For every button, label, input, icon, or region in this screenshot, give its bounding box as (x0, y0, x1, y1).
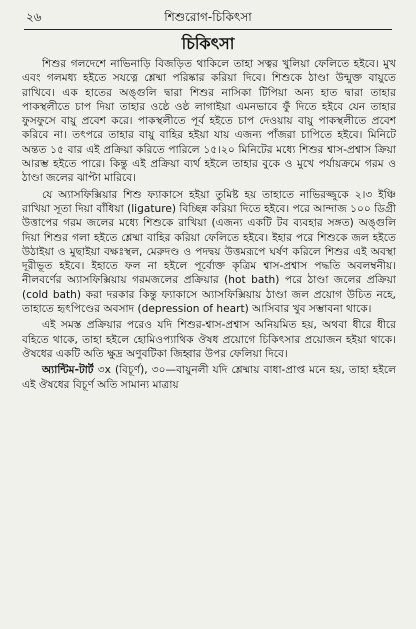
page-header (26, 8, 390, 26)
running-title: শিশুরোগ-চিকিৎসা (164, 10, 252, 24)
remedy-name: অ্যান্টিম-টার্ট (42, 364, 94, 377)
paragraph: এই সমস্ত প্রক্রিয়ার পরেও যদি শিশুর-শ্বাস-প্রশ্বাস অনিয়মিত হয়, অথবা ধীরে ধীরে বহিতে থাকে, তাহা হইলে হোমিওপ্যাথিক ঔষধ প্রয়োগে চিকিৎসার প্রয়োজন হইয়া থাকে। ঔষধের একটি অতি ক্ষুদ্র অণুবটিকা জিহ্বার উপর ফেলিয়া দিবে। (22, 319, 396, 360)
paragraph: শিশুর গলদেশে নাভিনাড়ি বিজড়িত থাকিলে তাহা সত্বর খুলিয়া ফেলিতে হইবে। মুখ এবং গলমধ্য হইতে সযত্নে শ্লেষ্মা পরিষ্কার করিয়া দিবে। শিশুকে ঠাণ্ডা উন্মুক্ত বায়ুতে রাখিবে। এক হাতের অঙ্গুলি দ্বারা শিশুর নাসিকা টিপিয়া অন্য হাত দ্বারা তাহার পাকস্থলীতে চাপ দিয়া তাহার ওষ্ঠে ওষ্ঠ লাগাইয়া এমনভাবে ফুঁ দিতে হইবে যেন তাহার ফুসফুসে বায়ু প্রবেশ করে। পাকস্থলীতে পূর্ব হইতে চাপ দেওয়ায় বায়ু পাকস্থলীতে প্রবেশ করিবে না। তৎপরে তাহার বায়ু বাহির হইয়া যায় এজন্য পাঁজরা চাপিতে হইবে। মিনিটে অন্তত ১৫ বার এই প্রক্রিয়া করিতে পারিলে ১৫।২০ মিনিটের মধ্যে শিশুর শ্বাস-প্রশ্বাস ক্রিয়া আরম্ভ হইতে পারে। কিন্তু এই প্রক্রিয়া ব্যর্থ হইলে তাহার বুকে ও মুখে পর্যায়ক্রমে গরম ও ঠাণ্ডা জলের ঝাপ্টা মারিবে। (22, 58, 396, 185)
remedy-paragraph (22, 363, 396, 392)
remedy-text: ৩x (বিচূর্ণ), ৩০—বায়ুনলী যদি শ্লেষ্মায় বাধা-প্রাপ্ত মনে হয়, তাহা হইলে এই ঔষধের বিচূর্ণ অতি সামান্য মাত্রায় (22, 364, 396, 391)
header-rule (24, 29, 392, 30)
body-text (22, 57, 396, 392)
paragraph: যে অ্যাসফিক্সিয়ার শিশু ফ্যাকাসে হইয়া তুমিষ্ট হয় তাহাতে নাভিরজ্জুকে ২।৩ ইঞ্চি রাখিয়া সূতা দিয়া বাঁধিয়া (ligature) বিচ্ছিন্ন করিয়া দিতে হইবে। পরে আন্দাজ ১০০ ডিগ্রী উত্তাপের গরম জলের মধ্যে শিশুকে রাখিয়া (এজন্য একটি টব ব্যবহার সঙ্গত) অঙ্গুলি দিয়া শিশুর গলা হইতে শ্লেষ্মা বাহির করিয়া ফেলিতে হইবে। ইহার পরে শিশুকে জল হইতে উঠাইয়া ও মুছাইয়া বক্ষঃস্থল, মেরুদণ্ড ও পদদ্বয় উত্তমরূপে ঘর্ষণ করিলে শিশুর এই অবস্থা দূরীভূত হইবে। ইহাতে ফল না হইলে পূর্বোক্ত কৃত্রিম শ্বাস-প্রশ্বাস পদ্ধতি অবলম্বনীয়। নীলবর্ণের অ্যাসফিক্সিয়ায় গরমজলের প্রক্রিয়ার (hot bath) পরে ঠাণ্ডা জলের প্রক্রিয়া (cold bath) করা দরকার কিন্তু ফ্যাকাসে অ্যাসফিক্সিয়ায় ঠাণ্ডা জল প্রয়োগ উচিত নহে, তাহাতে হৃৎপিণ্ডের অবসাদ (depression of heart) আসিবার খুব সম্ভাবনা থাকে। (22, 188, 396, 316)
page-number: ২৬ (26, 10, 42, 24)
section-heading: চিকিৎসা (181, 34, 235, 53)
